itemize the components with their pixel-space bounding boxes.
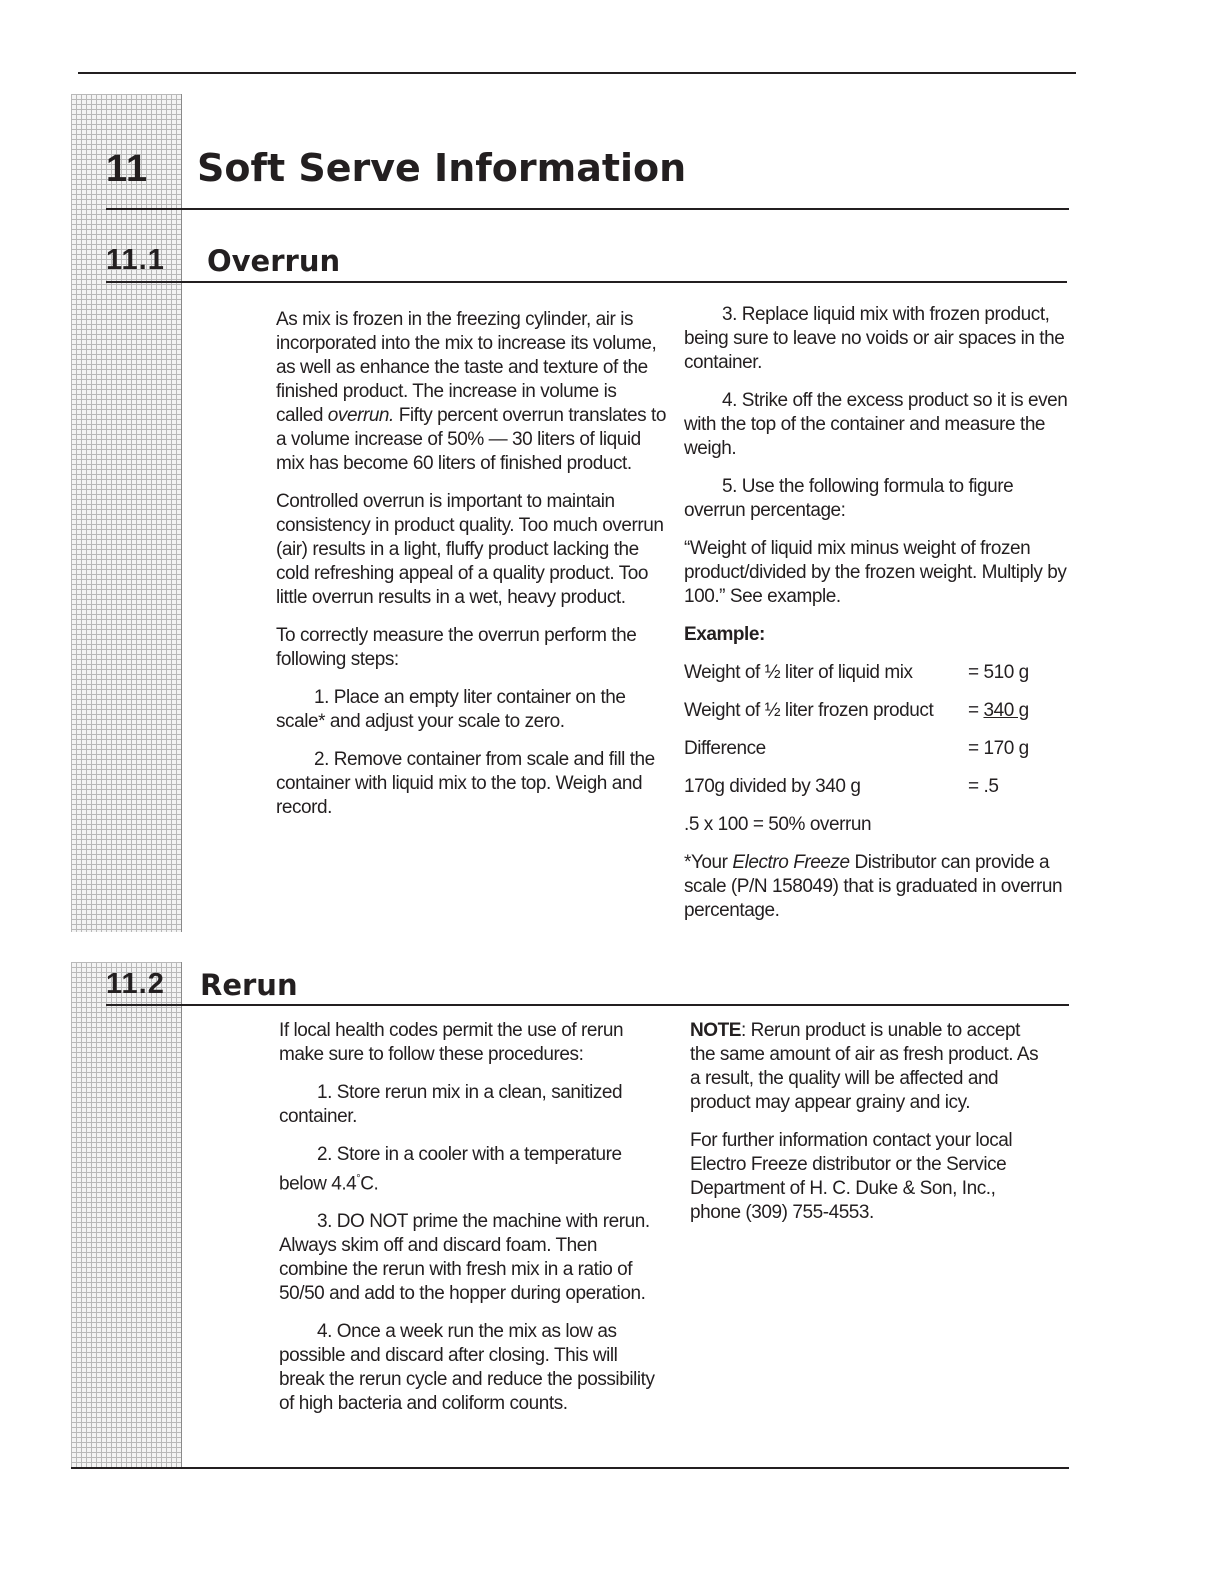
example-label: Weight of ½ liter of liquid mix bbox=[684, 662, 913, 683]
example-label: 170g divided by 340 g bbox=[684, 776, 861, 797]
overrun-step-2: 2. Remove container from scale and fill the container with liquid mix to the top. Weigh and record. bbox=[276, 749, 655, 818]
example-label: Difference bbox=[684, 738, 766, 759]
chapter-number: 11 bbox=[106, 148, 149, 190]
rerun-intro: If local health codes permit the use of rerun make sure to follow these procedures: bbox=[279, 1020, 624, 1065]
chapter-rule bbox=[106, 208, 1069, 210]
example-value: = 510 g bbox=[968, 662, 1029, 683]
section-title-overrun: Overrun bbox=[207, 244, 341, 278]
example-heading: Example: bbox=[684, 624, 765, 645]
contact-information: For further information contact your local Electro Freeze distributor or the Service Department of H. C. Duke & Son, Inc., phone (309) 755-4553. bbox=[690, 1130, 1013, 1223]
chapter-title: Soft Serve Information bbox=[197, 146, 687, 190]
section-rule-overrun bbox=[106, 281, 1067, 283]
overrun-step-5: 5. Use the following formula to figure overrun percentage: bbox=[684, 476, 1014, 521]
overrun-term: overrun. bbox=[327, 405, 394, 426]
rerun-step-3: 3. DO NOT prime the machine with rerun. Always skim off and discard foam. Then combine the rerun with fresh mix in a ratio of 50/50 and add to the hopper during operation. bbox=[279, 1211, 650, 1305]
overrun-step-1: 1. Place an empty liter container on the scale* and adjust your scale to zero. bbox=[276, 687, 626, 732]
overrun-right-column bbox=[684, 303, 1069, 937]
example-row-difference bbox=[684, 737, 1069, 761]
overrun-step-3: 3. Replace liquid mix with frozen product, being sure to leave no voids or air spaces in the container. bbox=[684, 304, 1065, 373]
grid-sidebar-lower bbox=[71, 962, 182, 1468]
brand-name: Electro Freeze bbox=[732, 852, 850, 873]
section-title-rerun: Rerun bbox=[200, 968, 298, 1002]
overrun-step-4: 4. Strike off the excess product so it is even with the top of the container and measure the weigh. bbox=[684, 390, 1068, 459]
overrun-intro-paragraph: As mix is frozen in the freezing cylinder, air is incorporated into the mix to increase its volume, as well as enhance the taste and texture of the finished product. The increase in volume is called overrun. Fifty percent overrun translates to a volume increase of 50% — 30 liters of liquid mix has become 60 liters of finished product. bbox=[276, 309, 666, 474]
overrun-left-column bbox=[276, 308, 666, 834]
measure-steps-intro: To correctly measure the overrun perform the following steps: bbox=[276, 625, 637, 670]
example-value: = 170 g bbox=[968, 738, 1029, 759]
rerun-note: NOTE: Rerun product is unable to accept the same amount of air as fresh product. As a result, the quality will be affected and product may appear grainy and icy. bbox=[690, 1020, 1039, 1113]
example-row-frozen bbox=[684, 699, 1069, 723]
rerun-step-1: 1. Store rerun mix in a clean, sanitized container. bbox=[279, 1082, 623, 1127]
example-row-liquid bbox=[684, 661, 1069, 685]
rerun-step-4: 4. Once a week run the mix as low as possible and discard after closing. This will break the rerun cycle and reduce the possibility of high bacteria and coliform counts. bbox=[279, 1321, 655, 1415]
example-value: = 340 g bbox=[968, 700, 1029, 721]
note-label: NOTE bbox=[690, 1020, 741, 1041]
top-rule bbox=[78, 72, 1076, 74]
rerun-left-column bbox=[279, 1019, 664, 1430]
section-number-rerun: 11.2 bbox=[106, 968, 165, 1000]
scale-footnote: *Your Electro Freeze Distributor can provide a scale (P/N 158049) that is graduated in overrun percentage. bbox=[684, 852, 1063, 921]
rerun-step-2: 2. Store in a cooler with a temperature below 4.4°C. bbox=[279, 1144, 622, 1195]
section-number-overrun: 11.1 bbox=[106, 244, 165, 276]
overrun-formula: “Weight of liquid mix minus weight of frozen product/divided by the frozen weight. Multiply by 100.” See example. bbox=[684, 538, 1067, 607]
section-rule-rerun bbox=[106, 1004, 1069, 1006]
bottom-rule bbox=[71, 1467, 1069, 1469]
grid-sidebar-upper bbox=[71, 94, 182, 932]
example-row-division bbox=[684, 775, 1069, 799]
example-label: Weight of ½ liter frozen product bbox=[684, 700, 934, 721]
controlled-overrun-paragraph: Controlled overrun is important to maintain consistency in product quality. Too much overrun (air) results in a light, fluffy product lacking the cold refreshing appeal of a quality product. Too little overrun results in a wet, heavy product. bbox=[276, 491, 664, 608]
example-value: = .5 bbox=[968, 776, 999, 797]
example-result: .5 x 100 = 50% overrun bbox=[684, 814, 872, 835]
rerun-right-column bbox=[690, 1019, 1045, 1239]
